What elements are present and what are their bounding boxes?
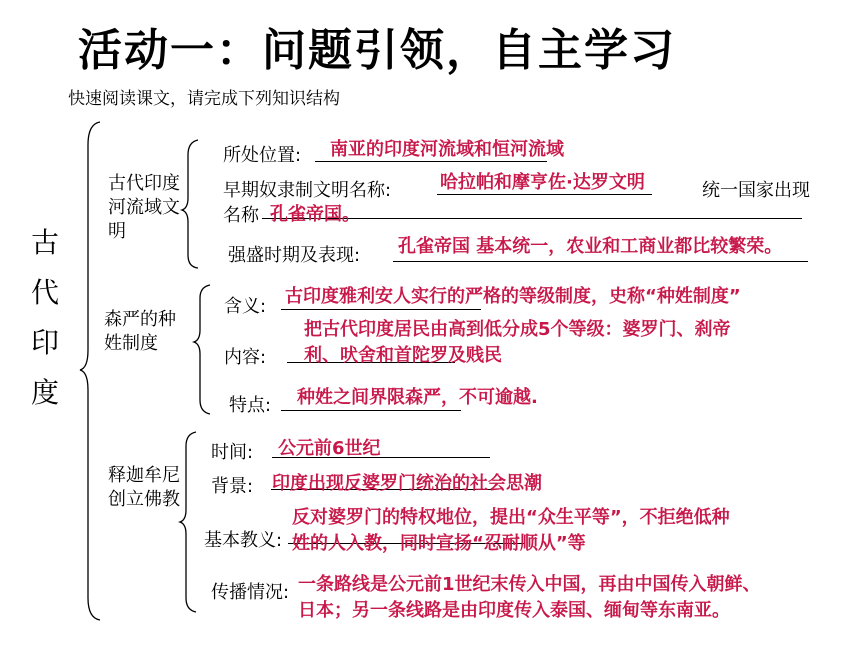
doctrine-answer-line2: 姓的人入教，同时宣扬“忍耐顺从”等 (292, 533, 586, 554)
content-answer-line2: 利、吠舍和首陀罗及贱民 (304, 345, 502, 366)
category-caste: 森严的种姓制度 (104, 309, 176, 354)
spread-label: 传播情况: (211, 582, 290, 603)
prosper-label: 强盛时期及表现: (228, 245, 361, 266)
doctrine-label: 基本教义: (204, 530, 283, 551)
root-topic: 古代印度 (30, 226, 59, 409)
feature-answer: 种姓之间界限森严，不可逾越. (297, 387, 538, 408)
unified-label: 统一国家出现 (702, 180, 810, 201)
doctrine-answer-line1: 反对婆罗门的特权地位，提出“众生平等”，不拒绝低种 (292, 507, 730, 528)
root-brace (80, 122, 100, 620)
early-answer: 哈拉帕和摩亨佐·达罗文明 (440, 172, 645, 193)
background-answer: 印度出现反婆罗门统治的社会思潮 (272, 473, 542, 494)
category-civilization: 古代印度河流域文明 (108, 173, 180, 242)
spread-answer-line2: 日本；另一条线路是由印度传入泰国、缅甸等东南亚。 (298, 600, 730, 621)
category-buddhism: 释迦牟尼创立佛教 (108, 465, 180, 510)
meaning-underline (281, 309, 481, 310)
early-label: 早期奴隶制文明名称: (223, 180, 392, 201)
unified-answer: 孔雀帝国。 (270, 204, 360, 225)
early-underline (437, 194, 652, 195)
background-label: 背景: (211, 476, 254, 497)
prosper-underline (393, 261, 808, 262)
feature-label: 特点: (229, 395, 272, 416)
civilization-brace (182, 140, 198, 268)
location-underline (315, 161, 547, 162)
feature-underline (281, 410, 461, 411)
page-title: 活动一：问题引领，自主学习 (78, 25, 676, 76)
location-answer: 南亚的印度河流域和恒河流域 (330, 139, 564, 160)
time-label: 时间: (211, 442, 254, 463)
caste-brace (194, 285, 210, 414)
content-label: 内容: (224, 347, 267, 368)
unified-label-2: 名称 (223, 205, 259, 226)
meaning-answer: 古印度雅利安人实行的严格的等级制度，史称“种姓制度” (285, 286, 741, 307)
spread-answer-line1: 一条路线是公元前1世纪末传入中国，再由中国传入朝鲜、 (298, 574, 761, 595)
instruction-text: 快速阅读课文，请完成下列知识结构 (68, 89, 340, 109)
prosper-answer: 孔雀帝国 基本统一，农业和工商业都比较繁荣。 (398, 236, 783, 257)
location-label: 所处位置: (223, 145, 302, 166)
buddhism-brace (180, 432, 196, 612)
time-answer: 公元前6世纪 (278, 438, 381, 459)
meaning-label: 含义: (224, 296, 267, 317)
content-answer-line1: 把古代印度居民由高到低分成5个等级：婆罗门、刹帝 (304, 319, 731, 340)
